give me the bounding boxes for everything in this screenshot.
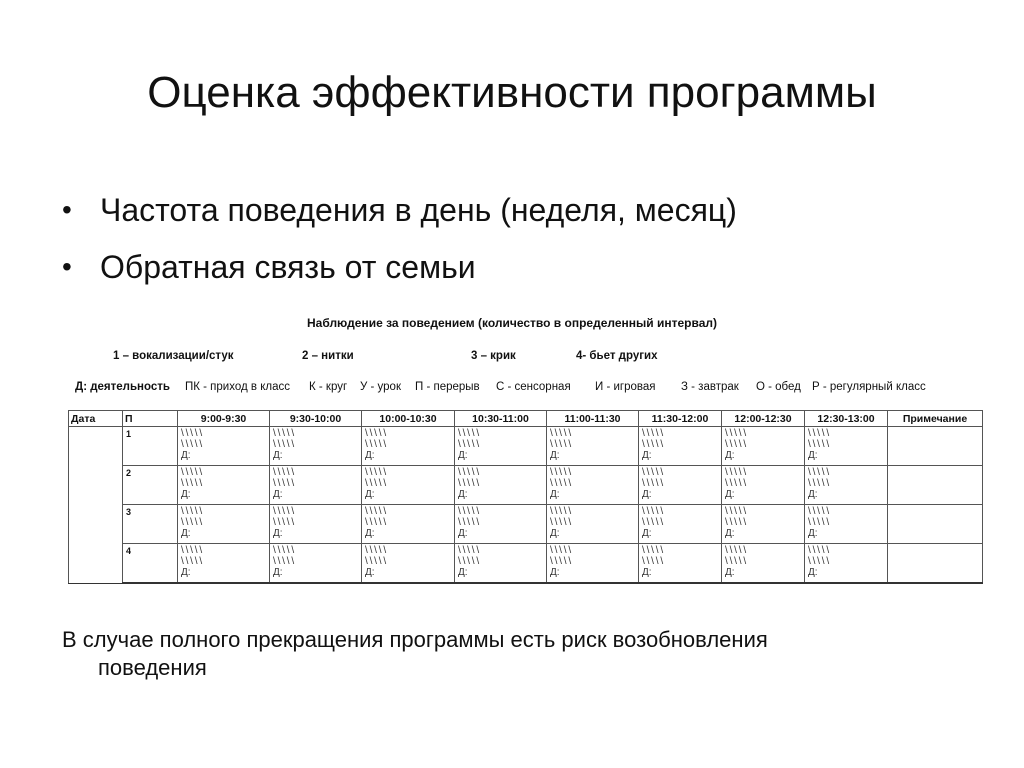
activity-prefix: Д: (365, 450, 375, 461)
tally-marks: \\\\\ (458, 517, 481, 528)
tally-cell[interactable] (547, 544, 639, 584)
footer-text (62, 626, 768, 682)
activity-prefix: Д: (642, 528, 652, 539)
tally-cell[interactable] (178, 544, 270, 584)
col-header-date: Дата (69, 411, 123, 427)
activity-item: ПК - приход в класс (185, 381, 290, 393)
tally-marks: \\\\\ (550, 506, 573, 517)
tally-cell[interactable] (639, 427, 722, 466)
tally-marks: \\\\\ (550, 556, 573, 567)
activity-prefix: Д: (365, 528, 375, 539)
tally-marks: \\\\\ (642, 439, 665, 450)
tally-marks: \\\\\ (365, 506, 388, 517)
tally-marks: \\\\\ (725, 467, 748, 478)
tally-marks: \\\\\ (458, 478, 481, 489)
activity-item: С - сенсорная (496, 381, 571, 393)
tally-marks: \\\\\ (458, 439, 481, 450)
period-number: 2 (126, 468, 132, 478)
activity-item: И - игровая (595, 381, 656, 393)
tally-marks: \\\\\ (550, 439, 573, 450)
bullet-text: Обратная связь от семьи (100, 249, 476, 285)
period-cell (123, 505, 178, 544)
tally-marks: \\\\\ (642, 428, 665, 439)
tally-cell[interactable] (722, 505, 805, 544)
tally-marks: \\\\\ (273, 439, 296, 450)
tally-marks: \\\\\ (725, 556, 748, 567)
tally-marks: \\\\\ (808, 439, 831, 450)
activity-prefix: Д: (181, 528, 191, 539)
activity-prefix: Д: (181, 567, 191, 578)
tally-cell[interactable] (722, 427, 805, 466)
tally-marks: \\\\\ (458, 467, 481, 478)
period-cell (123, 466, 178, 505)
activity-prefix: Д: (458, 489, 468, 500)
tally-marks: \\\\\ (808, 478, 831, 489)
tally-cell[interactable] (455, 544, 547, 584)
tally-marks: \\\\\ (273, 506, 296, 517)
tally-marks: \\\\\ (642, 517, 665, 528)
activity-item: О - обед (756, 381, 801, 393)
activity-prefix: Д: (273, 528, 283, 539)
behavior-1: 1 – вокализации/стук (113, 350, 234, 362)
tally-marks: \\\\\ (181, 545, 204, 556)
tally-marks: \\\\\ (273, 556, 296, 567)
tally-cell[interactable] (270, 427, 362, 466)
tally-marks: \\\\\ (273, 517, 296, 528)
activity-prefix: Д: (273, 567, 283, 578)
activity-prefix: Д: (642, 489, 652, 500)
tally-marks: \\\\\ (725, 478, 748, 489)
tally-cell[interactable] (362, 466, 455, 505)
tally-marks: \\\\\ (808, 506, 831, 517)
activity-prefix: Д: (725, 528, 735, 539)
col-header-interval: 10:30-11:00 (455, 411, 547, 427)
activity-prefix: Д: (725, 489, 735, 500)
activity-prefix: Д: (725, 450, 735, 461)
period-cell (123, 544, 178, 584)
table-row (69, 427, 983, 466)
tally-cell[interactable] (805, 544, 888, 584)
tally-marks: \\\\\ (181, 439, 204, 450)
tally-cell[interactable] (178, 466, 270, 505)
note-cell[interactable] (888, 544, 983, 584)
bullet-dot: • (62, 251, 72, 282)
tally-cell[interactable] (805, 427, 888, 466)
tally-cell[interactable] (722, 544, 805, 584)
tally-cell[interactable] (455, 466, 547, 505)
date-cell[interactable] (69, 427, 123, 584)
period-number: 4 (126, 546, 132, 556)
activity-item: Р - регулярный класс (812, 381, 926, 393)
col-header-note: Примечание (888, 411, 983, 427)
footer-line-1: В случае полного прекращения программы есть риск возобновления (62, 627, 768, 652)
tally-cell[interactable] (362, 544, 455, 584)
activity-prefix: Д: (273, 489, 283, 500)
behavior-2: 2 – нитки (302, 350, 354, 362)
period-number: 1 (126, 429, 132, 439)
tally-cell[interactable] (547, 505, 639, 544)
tally-marks: \\\\\ (550, 467, 573, 478)
tally-cell[interactable] (455, 427, 547, 466)
col-header-interval: 9:30-10:00 (270, 411, 362, 427)
tally-marks: \\\\\ (550, 428, 573, 439)
activity-prefix: Д: (550, 567, 560, 578)
tally-marks: \\\\\ (458, 556, 481, 567)
activity-prefix: Д: (550, 489, 560, 500)
table-row (69, 505, 983, 544)
activity-label: Д: деятельность (75, 381, 170, 393)
slide-title: Оценка эффективности программы (147, 68, 877, 117)
col-header-interval: 11:00-11:30 (547, 411, 639, 427)
bullet-dot: • (62, 194, 72, 225)
tally-marks: \\\\\ (181, 506, 204, 517)
table-row (69, 466, 983, 505)
tally-marks: \\\\\ (642, 556, 665, 567)
note-cell[interactable] (888, 466, 983, 505)
tally-marks: \\\\\ (725, 545, 748, 556)
tally-marks: \\\\\ (458, 545, 481, 556)
tally-marks: \\\\\ (181, 478, 204, 489)
observation-title: Наблюдение за поведением (количество в определенный интервал) (306, 316, 717, 330)
behavior-3: 3 – крик (471, 350, 516, 362)
col-header-interval: 10:00-10:30 (362, 411, 455, 427)
tally-marks: \\\\\ (273, 545, 296, 556)
tally-cell[interactable] (178, 505, 270, 544)
tally-marks: \\\\\ (642, 506, 665, 517)
activity-prefix: Д: (181, 489, 191, 500)
behavior-legend (0, 350, 1024, 364)
tally-marks: \\\\\ (273, 478, 296, 489)
activity-prefix: Д: (808, 528, 818, 539)
tally-cell[interactable] (270, 544, 362, 584)
tally-marks: \\\\\ (808, 556, 831, 567)
table-row (69, 544, 983, 584)
period-cell (123, 427, 178, 466)
col-header-interval: 12:00-12:30 (722, 411, 805, 427)
bullet-text: Частота поведения в день (неделя, месяц) (100, 192, 737, 228)
col-header-p: П (123, 411, 178, 427)
tally-marks: \\\\\ (550, 478, 573, 489)
tally-marks: \\\\\ (365, 428, 388, 439)
tally-cell[interactable] (270, 505, 362, 544)
tally-marks: \\\\\ (550, 517, 573, 528)
tally-marks: \\\\\ (808, 428, 831, 439)
col-header-interval: 11:30-12:00 (639, 411, 722, 427)
tally-marks: \\\\\ (181, 428, 204, 439)
tally-marks: \\\\\ (808, 545, 831, 556)
activity-prefix: Д: (808, 489, 818, 500)
tally-marks: \\\\\ (642, 545, 665, 556)
activity-item: У - урок (360, 381, 401, 393)
tally-cell[interactable] (547, 466, 639, 505)
activity-legend (0, 381, 1024, 395)
col-header-interval: 9:00-9:30 (178, 411, 270, 427)
activity-prefix: Д: (808, 450, 818, 461)
tally-marks: \\\\\ (725, 428, 748, 439)
activity-prefix: Д: (273, 450, 283, 461)
tally-marks: \\\\\ (808, 467, 831, 478)
activity-prefix: Д: (550, 528, 560, 539)
activity-prefix: Д: (181, 450, 191, 461)
tally-cell[interactable] (455, 505, 547, 544)
bullet-item (62, 247, 737, 287)
period-number: 3 (126, 507, 132, 517)
activity-item: К - круг (309, 381, 348, 393)
tally-cell[interactable] (639, 544, 722, 584)
tally-marks: \\\\\ (725, 517, 748, 528)
tally-cell[interactable] (362, 505, 455, 544)
tally-marks: \\\\\ (642, 467, 665, 478)
tally-marks: \\\\\ (273, 428, 296, 439)
tally-marks: \\\\\ (725, 439, 748, 450)
note-cell[interactable] (888, 427, 983, 466)
activity-prefix: Д: (365, 489, 375, 500)
col-header-interval: 12:30-13:00 (805, 411, 888, 427)
tally-marks: \\\\\ (365, 545, 388, 556)
tally-cell[interactable] (547, 427, 639, 466)
tally-cell[interactable] (805, 505, 888, 544)
table-header-row (69, 411, 983, 427)
tally-marks: \\\\\ (808, 517, 831, 528)
bullet-item (62, 190, 737, 230)
tally-marks: \\\\\ (181, 556, 204, 567)
tally-marks: \\\\\ (181, 517, 204, 528)
activity-prefix: Д: (458, 528, 468, 539)
tally-marks: \\\\\ (365, 556, 388, 567)
tally-cell[interactable] (639, 505, 722, 544)
tally-marks: \\\\\ (273, 467, 296, 478)
activity-prefix: Д: (642, 450, 652, 461)
activity-prefix: Д: (458, 567, 468, 578)
tally-cell[interactable] (362, 427, 455, 466)
tally-marks: \\\\\ (458, 428, 481, 439)
tally-marks: \\\\\ (550, 545, 573, 556)
activity-prefix: Д: (550, 450, 560, 461)
note-cell[interactable] (888, 505, 983, 544)
tally-cell[interactable] (722, 466, 805, 505)
tally-marks: \\\\\ (458, 506, 481, 517)
activity-prefix: Д: (725, 567, 735, 578)
activity-prefix: Д: (642, 567, 652, 578)
tally-marks: \\\\\ (365, 517, 388, 528)
tally-marks: \\\\\ (365, 439, 388, 450)
activity-prefix: Д: (365, 567, 375, 578)
activity-prefix: Д: (458, 450, 468, 461)
tally-cell[interactable] (178, 427, 270, 466)
tally-marks: \\\\\ (642, 478, 665, 489)
activity-item: П - перерыв (415, 381, 480, 393)
tally-cell[interactable] (270, 466, 362, 505)
tally-cell[interactable] (639, 466, 722, 505)
tally-marks: \\\\\ (181, 467, 204, 478)
behavior-4: 4- бьет других (576, 350, 658, 362)
tally-marks: \\\\\ (365, 478, 388, 489)
activity-prefix: Д: (808, 567, 818, 578)
tally-marks: \\\\\ (725, 506, 748, 517)
tally-cell[interactable] (805, 466, 888, 505)
footer-line-2: поведения (98, 655, 207, 680)
tally-marks: \\\\\ (365, 467, 388, 478)
bullet-list (62, 190, 737, 304)
observation-table (68, 410, 983, 584)
activity-item: З - завтрак (681, 381, 739, 393)
